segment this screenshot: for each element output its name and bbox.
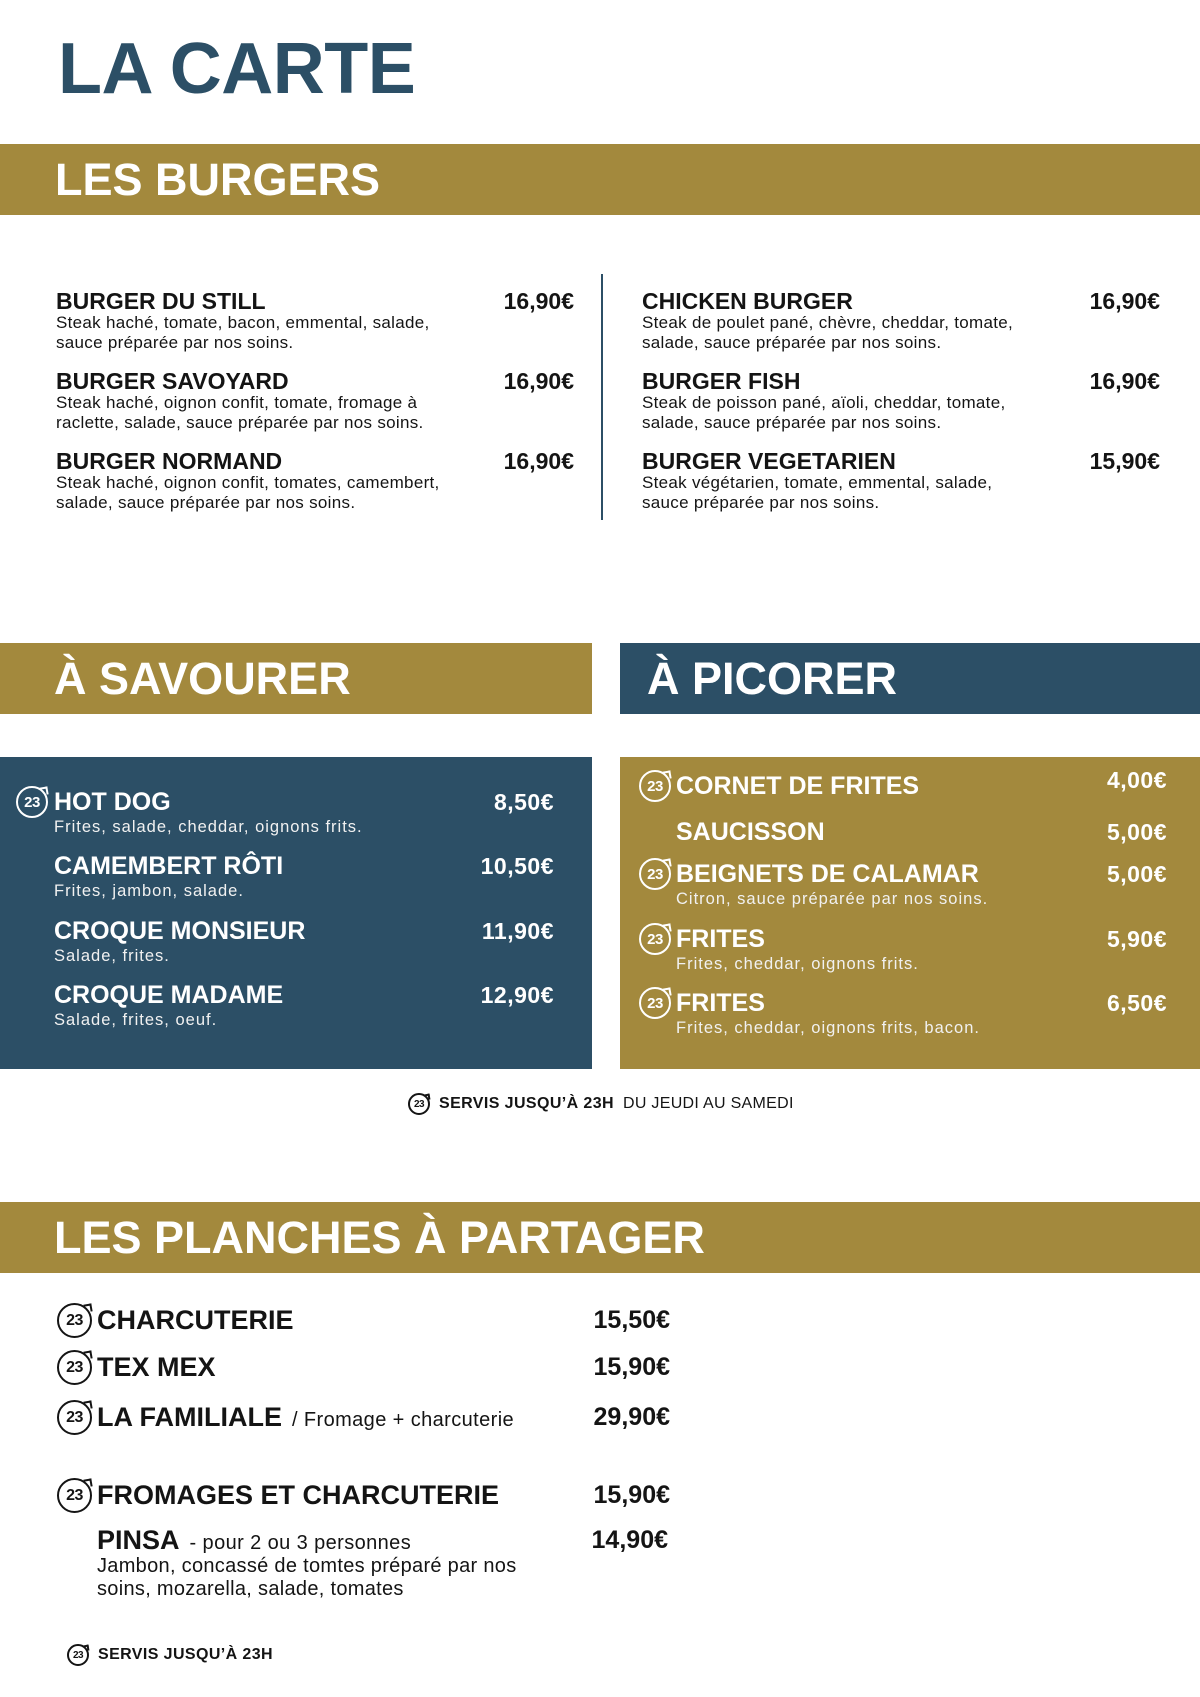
page-title: LA CARTE [58, 29, 416, 109]
savourer-panel [0, 757, 592, 1069]
menu-item [647, 767, 1167, 800]
item-description: salade, sauce préparée par nos soins. [642, 413, 942, 432]
section-title: LES BURGERS [55, 154, 381, 205]
item-price: 8,50€ [493, 789, 554, 815]
item-price: 5,00€ [1106, 819, 1167, 845]
item-price: 15,90€ [593, 1353, 670, 1381]
item-description: salade, sauce préparée par nos soins. [56, 493, 356, 512]
picorer-panel [620, 757, 1200, 1069]
item-name: CHARCUTERIE [97, 1305, 294, 1335]
note-days: DU JEUDI AU SAMEDI [622, 1095, 794, 1112]
item-description: sauce préparée par nos soins. [56, 333, 294, 352]
item-description: sauce préparée par nos soins. [642, 493, 880, 512]
menu-item [97, 1525, 668, 1601]
item-description: Steak haché, oignon confit, tomate, fromage à [56, 393, 418, 412]
item-name: CAMEMBERT RÔTI [54, 852, 284, 880]
item-description: Steak haché, tomate, bacon, emmental, salade, [56, 313, 430, 332]
item-price: 16,90€ [503, 448, 574, 474]
menu-item [56, 449, 574, 513]
note-hours: SERVIS JUSQU’À 23H [98, 1646, 273, 1663]
section-header-planches [0, 1202, 1200, 1273]
item-description: Frites, cheddar, oignons frits, bacon. [676, 1019, 980, 1037]
item-price: 29,90€ [593, 1403, 670, 1431]
item-name: LA FAMILIALE [97, 1402, 282, 1432]
late-service-icon: 23 [16, 786, 48, 818]
item-description: raclette, salade, sauce préparée par nos soins. [56, 413, 424, 432]
item-price: 16,90€ [1089, 368, 1160, 394]
menu-item [676, 818, 1167, 846]
item-name: FRITES [676, 989, 765, 1017]
item-description: salade, sauce préparée par nos soins. [642, 333, 942, 352]
item-name: PINSA [97, 1525, 180, 1555]
item-name: BURGER FISH [642, 368, 801, 394]
late-service-icon: 23 [67, 1644, 89, 1666]
menu-item [54, 852, 554, 902]
service-note [408, 1092, 794, 1116]
item-name: FRITES [676, 925, 765, 953]
section-header-picorer [620, 643, 1200, 714]
item-price: 16,90€ [1089, 288, 1160, 314]
menu-item [642, 289, 1160, 353]
menu-item [66, 1402, 670, 1432]
menu-item [647, 989, 1167, 1039]
late-service-icon: 23 [57, 1400, 92, 1435]
item-name: BURGER NORMAND [56, 448, 283, 474]
menu-item [642, 369, 1160, 433]
late-service-icon: 23 [408, 1093, 430, 1115]
item-name: CORNET DE FRITES [676, 772, 920, 800]
item-price: 15,90€ [1089, 448, 1160, 474]
item-description: Salade, frites, oeuf. [54, 1011, 218, 1029]
item-price: 5,00€ [1106, 861, 1167, 887]
section-title: À PICORER [647, 653, 898, 704]
item-name: BURGER SAVOYARD [56, 368, 289, 394]
menu-item [66, 1305, 670, 1335]
menu-item [66, 1480, 670, 1510]
footer-note [67, 1643, 273, 1667]
section-title: À SAVOURER [54, 653, 351, 704]
item-name: FROMAGES ET CHARCUTERIE [97, 1480, 500, 1510]
menu-item [54, 981, 554, 1031]
item-name: TEX MEX [97, 1352, 216, 1382]
note-hours: SERVIS JUSQU’À 23H [439, 1095, 614, 1112]
item-description: Citron, sauce préparée par nos soins. [676, 890, 989, 908]
column-divider [601, 274, 603, 520]
item-price: 16,90€ [503, 288, 574, 314]
item-name: HOT DOG [54, 788, 171, 816]
late-service-icon: 23 [57, 1350, 92, 1385]
section-header-savourer [0, 643, 592, 714]
item-description: Steak haché, oignon confit, tomates, camembert, [56, 473, 440, 492]
item-name: SAUCISSON [676, 818, 825, 846]
menu-item [647, 925, 1167, 975]
menu-item [66, 1352, 670, 1382]
item-name: CROQUE MADAME [54, 981, 284, 1009]
item-price: 10,50€ [480, 853, 554, 879]
menu-item [56, 369, 574, 433]
late-service-icon: 23 [639, 858, 671, 890]
item-price: 15,90€ [593, 1481, 670, 1509]
item-name: BURGER DU STILL [56, 288, 266, 314]
item-price: 12,90€ [480, 982, 554, 1008]
section-header-burgers [0, 144, 1200, 215]
item-description: Frites, cheddar, oignons frits. [676, 955, 919, 973]
late-service-icon: 23 [639, 987, 671, 1019]
item-description: Steak de poisson pané, aïoli, cheddar, tomate, [642, 393, 1006, 412]
late-service-icon: 23 [57, 1303, 92, 1338]
item-name: BEIGNETS DE CALAMAR [676, 860, 979, 888]
item-name: BURGER VEGETARIEN [642, 448, 896, 474]
section-title: LES PLANCHES À PARTAGER [54, 1212, 705, 1263]
menu-item [56, 289, 574, 353]
menu-item [24, 788, 554, 838]
item-description: Steak de poulet pané, chèvre, cheddar, tomate, [642, 313, 1014, 332]
item-description: Frites, jambon, salade. [54, 882, 244, 900]
item-price: 16,90€ [503, 368, 574, 394]
item-price: 14,90€ [591, 1526, 668, 1554]
menu-item [642, 449, 1160, 513]
item-name: CROQUE MONSIEUR [54, 917, 306, 945]
item-price: 4,00€ [1106, 767, 1167, 793]
item-price: 11,90€ [481, 918, 554, 944]
item-price: 5,90€ [1106, 926, 1167, 952]
late-service-icon: 23 [639, 923, 671, 955]
item-description: Frites, salade, cheddar, oignons frits. [54, 818, 363, 836]
item-price: 15,50€ [593, 1306, 670, 1334]
menu-item [647, 860, 1167, 910]
item-name: CHICKEN BURGER [642, 288, 853, 314]
item-description: Steak végétarien, tomate, emmental, salade, [642, 473, 993, 492]
late-service-icon: 23 [57, 1478, 92, 1513]
item-description: Jambon, concassé de tomtes préparé par nos [97, 1555, 517, 1577]
item-detail: - pour 2 ou 3 personnes [189, 1532, 412, 1554]
item-price: 6,50€ [1106, 990, 1167, 1016]
item-description: soins, mozarella, salade, tomates [97, 1578, 404, 1600]
menu-item [54, 917, 554, 967]
item-description: Salade, frites. [54, 947, 170, 965]
late-service-icon: 23 [639, 770, 671, 802]
item-detail: / Fromage + charcuterie [291, 1409, 515, 1431]
